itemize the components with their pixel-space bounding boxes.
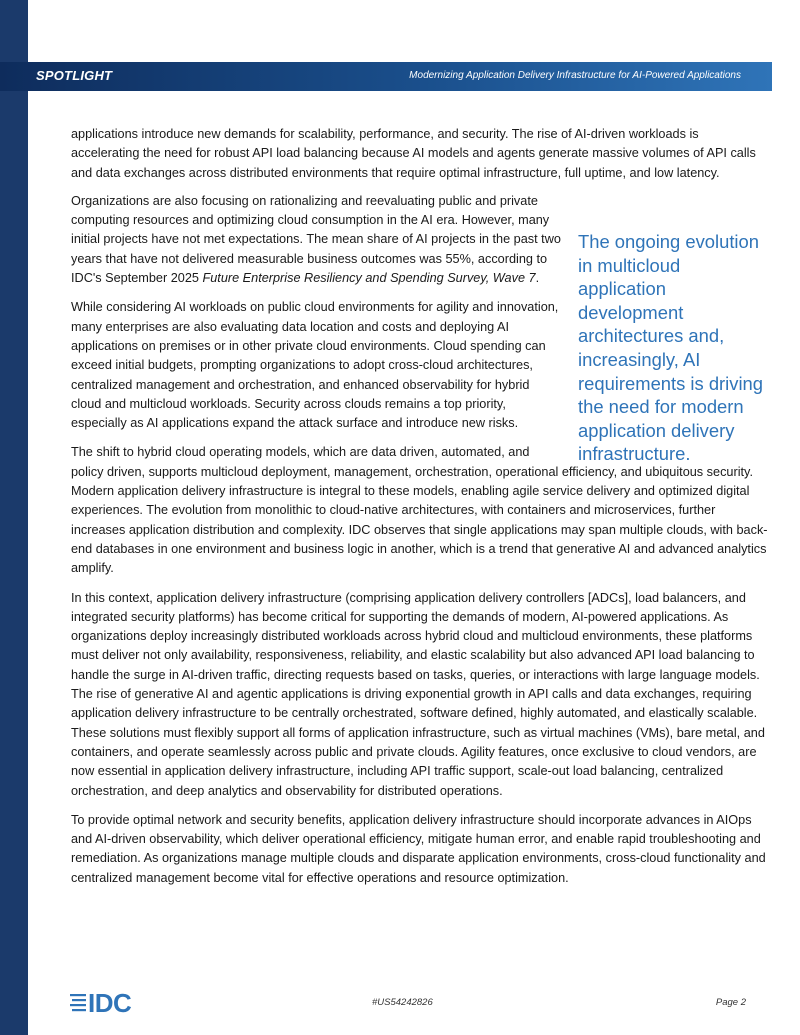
document-id: #US54242826 [372,997,433,1008]
paragraph-4-rest: policy driven, supports multicloud deployment, management, orchestration, operational efficiency, and ubiquitous security. Modern application delivery infrastructure is integral to these models, enabling agile service delivery and optimized digital experiences. The evolution from monolithic to cloud-native architectures, with containers and microservices, further increases application distribution and complexity. IDC observes that single applications may span multiple clouds, with back-end databases in one environment and business logic in another, which is a trend that generative AI and advanced analytics amplify. [71,464,768,576]
report-title: Modernizing Application Delivery Infrastructure for AI-Powered Applications [409,70,741,81]
page-number: Page 2 [715,997,746,1008]
paragraph-3: While considering AI workloads on public cloud environments for agility and innovation, many enterprises are also evaluating data location and costs and deploying AI applications on premises or in other private cloud environments. Cloud spending can exceed initial budgets, prompting organizations to adopt cross-cloud architectures, centralized management and orchestration, and enhanced observability for hybrid cloud and multicloud workloads. Security across clouds remains a top priority, especially as AI applications expand the attack surface and introduce new risks. [71,300,559,431]
survey-citation: Future Enterprise Resiliency and Spending Survey, Wave 7 [202,271,536,286]
pull-quote: The ongoing evolution in multicloud application development architectures and, increasingly, AI requirements is driving the need for modern application delivery infrastructure. [578,231,764,465]
section-label: SPOTLIGHT [36,68,113,83]
idc-logo [70,988,160,1016]
page-header-band [0,62,772,91]
paragraph-6: To provide optimal network and security benefits, application delivery infrastructure should incorporate advances in AIOps and AI-driven observability, which deliver operational efficiency, mitigate human error, and enable rapid troubleshooting and remediation. As organizations manage multiple clouds and disparate application environments, cross-cloud functionality and centralized management become vital for effective operations and resource optimization. [71,812,766,885]
paragraph-5: In this context, application delivery infrastructure (comprising application delivery controllers [ADCs], load balancers, and integrated security platforms) has become critical for supporting the demands of modern, AI-powered applications. As organizations deploy increasingly distributed workloads across hybrid cloud and multicloud environments, these platforms must deliver not only availability, responsiveness, reliability, and elastic scalability but also advanced API load balancing to handle the surge in AI-driven traffic, directing requests based on tasks, queries, or interactions with large language models. The rise of generative AI and agentic applications is driving exponential growth in API calls and data exchanges, requiring application delivery infrastructure to be centrally orchestrated, software defined, highly automated, and elastically scalable. These solutions must flexibly support all forms of application infrastructure, such as virtual machines (VMs), bare metal, and containers, and operate seamlessly across public and private clouds. Agility features, once exclusive to cloud vendors, are now essential in application delivery infrastructure, including API traffic support, scale-out load balancing, centralized orchestration, and deep analytics and observability for distributed operations. [71,590,765,798]
left-accent-bar [0,0,28,1035]
paragraph-2 [71,192,561,288]
narrow-column [71,192,561,434]
paragraph-2-end: . [535,271,540,286]
paragraph-1: applications introduce new demands for scalability, performance, and security. The rise of AI-driven workloads is accelerating the need for robust API load balancing because AI models and agents generate massive volumes of API calls and data exchanges across distributed environments that require optimal infrastructure, full uptime, and low latency. [71,127,756,180]
paragraph-4-line-1: The shift to hybrid cloud operating models, which are data driven, automated, and [71,445,530,460]
logo-text: IDC [88,988,132,1016]
paragraph-2-text: Organizations are also focusing on rationalizing and reevaluating public and private computing resources and optimizing cloud consumption in the AI era. However, many initial projects have not met expectations. The mean share of AI projects in the past two years that have not delivered measurable business outcomes was 55%, according to IDC's September 2025 [71,193,561,286]
